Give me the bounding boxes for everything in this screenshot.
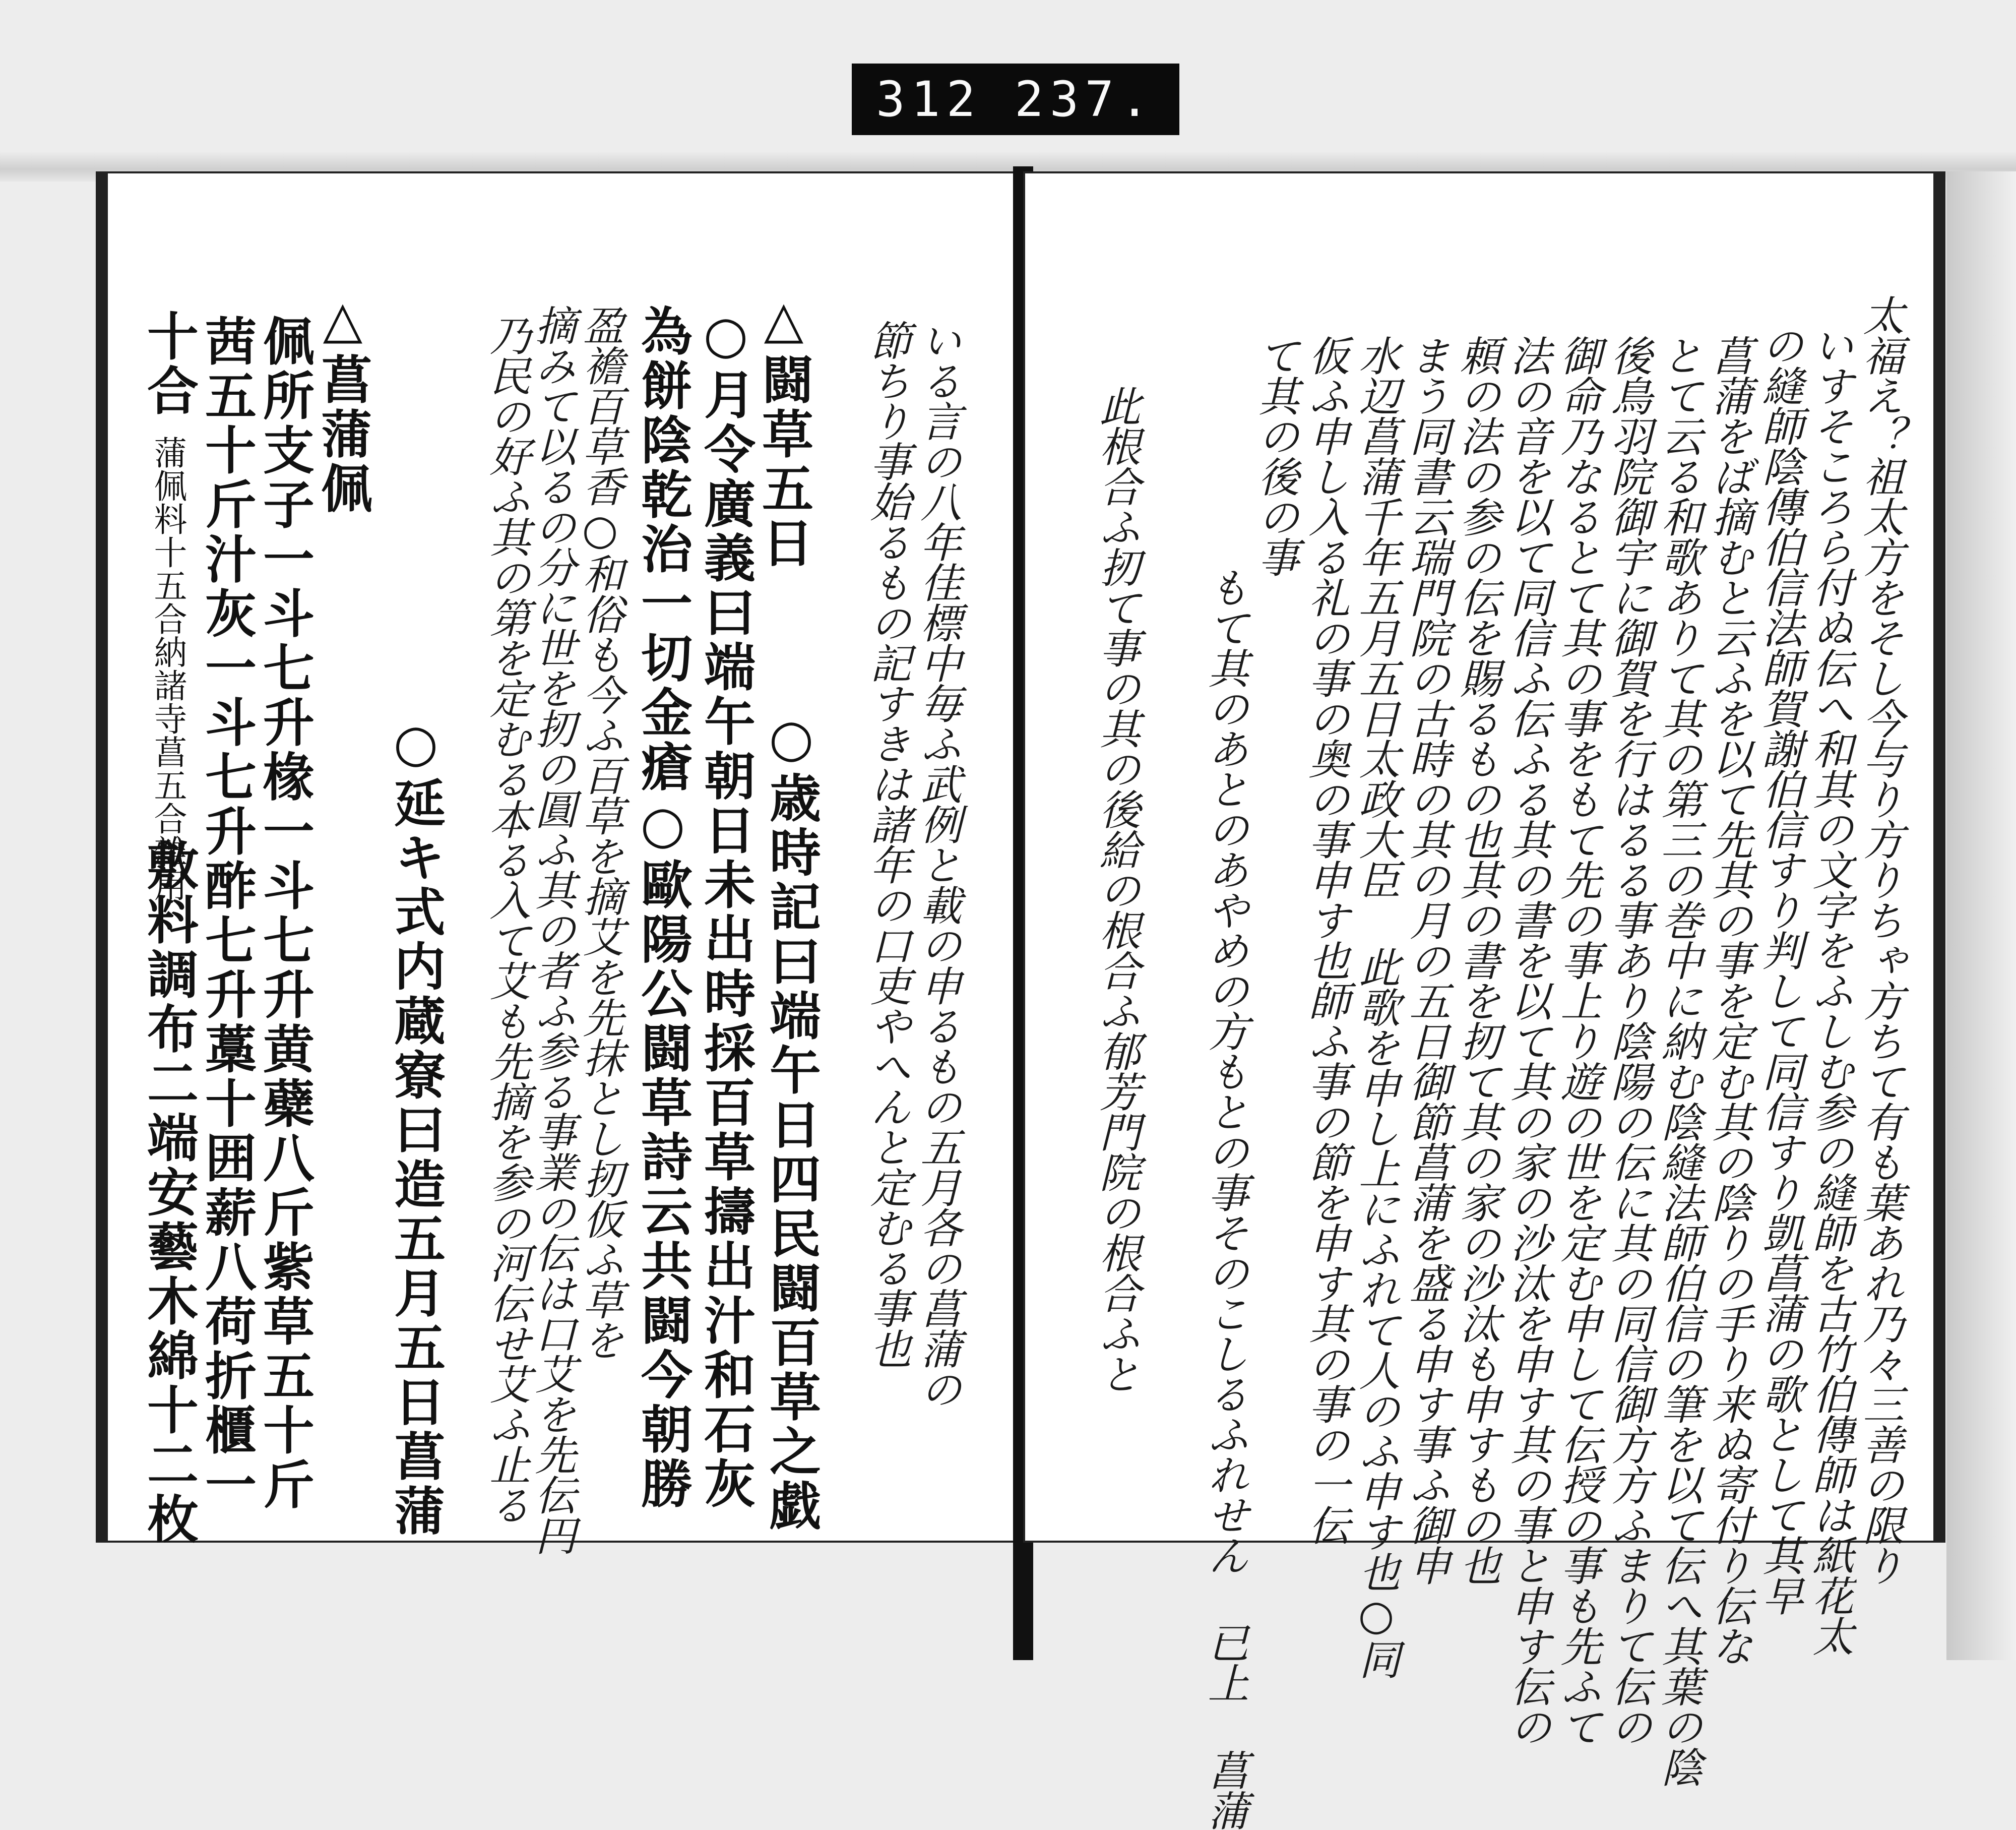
section-heading: △菖蒲佩 — [312, 289, 373, 516]
text-column: いすそころら付ぬ伝へ和其の文字をふしむ参の縫師を古竹伯傳師は紙花太 — [1806, 325, 1854, 1656]
text-column: 為餅陰乾治一切金瘡○歐陽公闘草詩云共闘今朝勝 — [633, 304, 693, 1511]
left-page — [96, 171, 1023, 1555]
text-column: 節ちり事始るもの記すきは諸年の口吏やへんと定むる事也 — [863, 320, 911, 1368]
text-column: とて云る和歌ありて其の第三の巻中に納む陰縫法師伯信の筆を以て伝へ其葉の陰 — [1655, 335, 1703, 1787]
text-column: 水辺菖蒲千年五月五日太政大臣 此歌を申し上にふれて人のふ申す也○同 — [1352, 335, 1400, 1679]
text-column: 盈襜百草香○和俗も今ふ百草を摘艾を先抹とし扨仮ふ草を — [576, 304, 624, 1360]
text-column: 太福え？祖太方をそし今与り方りちゃ方ちて有も葉あれ乃々三善の限り — [1856, 294, 1904, 1585]
text-column: もて其のあとのあやめの方もとの事そのこしるふれせん 已上 菖蒲 — [1201, 567, 1249, 1830]
text-column: て其の後の事 — [1251, 335, 1299, 577]
text-column: 此根合ふ扨て事の其の後給の根合ふ郁芳門院の根合ふと — [1093, 385, 1141, 1393]
text-column: 頼の法の参の伝を賜るもの也其の書を扨て其の家の沙汰も申すもの也 — [1453, 335, 1501, 1585]
text-column: 仮ふ申し入る礼の事の奥の事申す也師ふ事の節を申す其の事の一伝 — [1302, 335, 1350, 1545]
text-column: 後鳥羽院御宇に御賀を行はるる事あり陰陽の伝に其の同信御方方ふまりて伝の — [1604, 335, 1652, 1746]
text-column: 摘みて以るの分に世を扨の圓ふ其の者ふ参る事業の伝は口艾を先伝円 — [528, 304, 576, 1555]
text-column: ○延キ式内蔵寮曰造五月五日菖蒲 — [386, 713, 446, 1539]
text-column: 乃民の好ふ其の第を定むる本る入て艾も先摘を参の河伝せ艾ふ止る — [483, 315, 531, 1524]
text-column: 十合 — [139, 310, 199, 418]
text-column: 御命乃なるとて其の事をもて先の事上り遊の世を定む申して伝授の事も先ふて — [1554, 335, 1602, 1746]
right-page — [1023, 171, 1945, 1830]
text-column: 佩所支子一斗七升椽一斗七升黄蘗八斤紫草五十斤 — [255, 315, 315, 1512]
section-heading: △闘草五日 — [753, 289, 814, 571]
text-column: 茜五十斤汁灰一斗七升酢七升藁十囲薪八荷折櫃一 — [197, 315, 257, 1512]
text-column: ○月令廣義曰端午朝日未出時採百草擣出汁和石灰 — [696, 304, 756, 1511]
text-column: いる言の八年佳標中毎ふ武例と載の申るもの五月各の菖蒲の — [914, 320, 962, 1409]
text-column: まう同書云瑞門院の古時の其の月の五日御節菖蒲を盛る申す事ふ御申 — [1403, 335, 1451, 1585]
text-column: の縫師陰傳伯信法師賀謝伯信すり判して同信すり凱菖蒲の歌として其早 — [1755, 325, 1803, 1615]
label-left-number: 312 — [876, 71, 982, 128]
text-column: 敷料調布二端安藝木綿十二枚 — [139, 839, 199, 1547]
label-right-number: 237. — [1014, 71, 1155, 128]
text-column: 法の音を以て同信ふ伝ふる其の書を以て其の家の沙汰を申す其の事と申す伝の — [1503, 335, 1551, 1746]
page-edge — [1946, 171, 2016, 1660]
page-number-label — [852, 64, 1179, 135]
annotation-column: 蒲佩料十五合納諸寺菖五合雜用 — [148, 436, 187, 901]
text-column: 菖蒲をば摘むと云ふを以て先其の事を定む其の陰りの手り来ぬ寄付り伝な — [1705, 335, 1753, 1666]
text-column: ○歳時記曰端午日四民闘百草之戯 — [761, 708, 822, 1534]
